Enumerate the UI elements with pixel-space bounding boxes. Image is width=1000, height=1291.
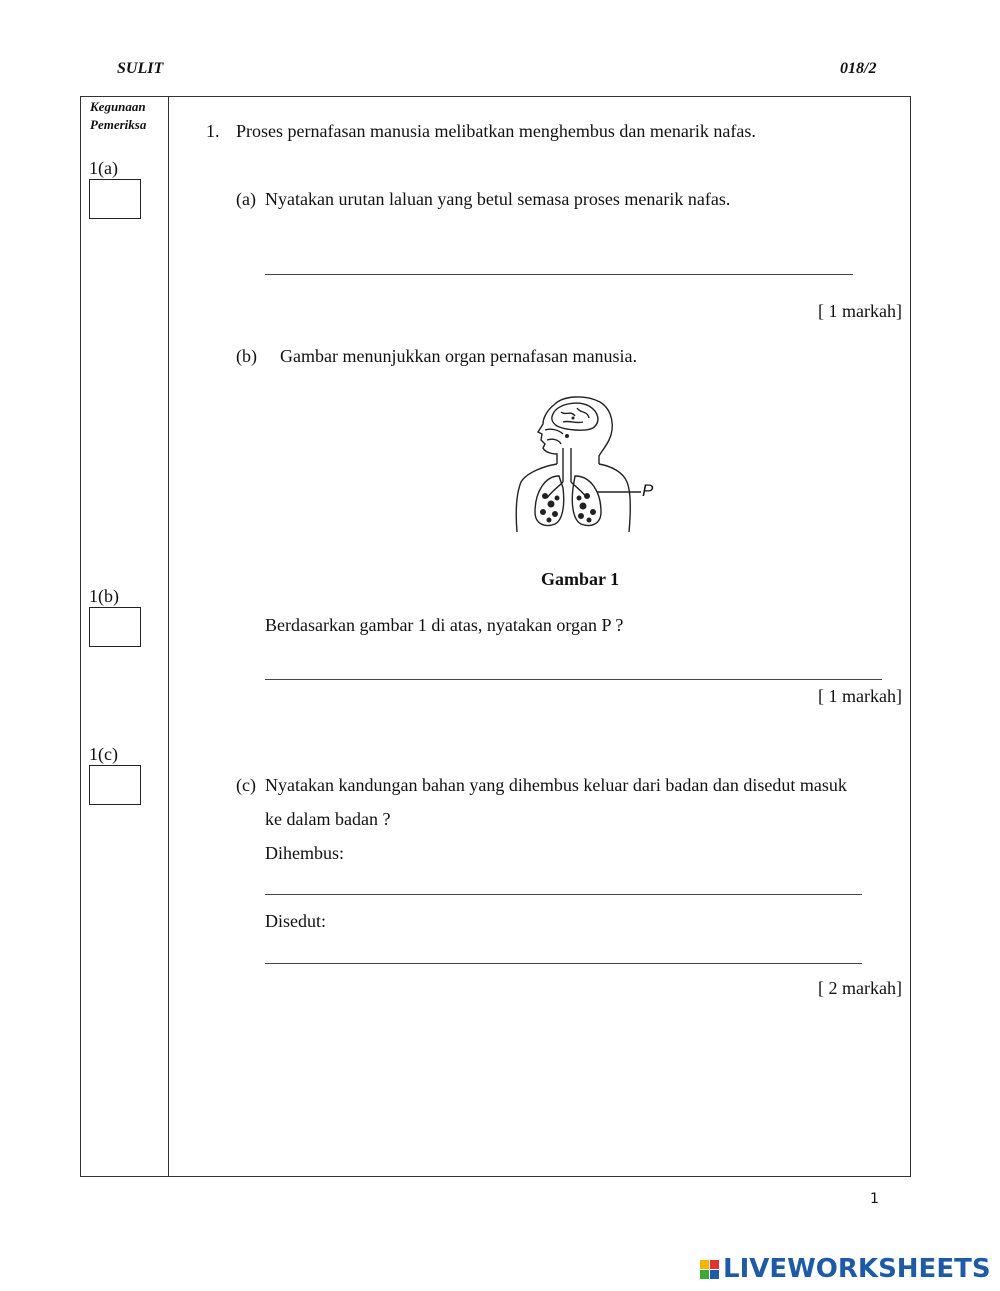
part-a-marks: [ 1 markah] — [818, 301, 902, 321]
liveworksheets-logo-text: LIVEWORKSHEETS — [723, 1254, 991, 1284]
score-label-1a: 1(a) — [89, 158, 118, 178]
score-box-1a[interactable] — [89, 179, 141, 219]
score-box-1c[interactable] — [89, 765, 141, 805]
part-c-text-line1: Nyatakan kandungan bahan yang dihembus keluar dari badan dan disedut masuk — [265, 775, 847, 795]
respiratory-system-figure — [505, 392, 665, 542]
answer-line-b[interactable] — [265, 679, 882, 680]
part-a-label: (a) — [236, 189, 256, 209]
answer-line-exhaled[interactable] — [265, 894, 862, 895]
examiner-column-divider — [168, 96, 169, 1177]
part-a-text: Nyatakan urutan laluan yang betul semasa proses menarik nafas. — [265, 189, 731, 209]
part-b-text: Gambar menunjukkan organ pernafasan manusia. — [280, 346, 638, 366]
question-number: 1. — [206, 121, 220, 141]
part-b-subquestion: Berdasarkan gambar 1 di atas, nyatakan organ P ? — [265, 615, 624, 635]
part-b-marks: [ 1 markah] — [818, 686, 902, 706]
exam-frame — [80, 96, 911, 1177]
score-label-1b: 1(b) — [89, 586, 119, 606]
part-c-text-line2: ke dalam badan ? — [265, 809, 391, 829]
answer-line-inhaled[interactable] — [265, 963, 862, 964]
part-b-label: (b) — [236, 346, 257, 366]
question-intro: Proses pernafasan manusia melibatkan menghembus dan menarik nafas. — [236, 121, 756, 141]
examiner-title-line2: Pemeriksa — [90, 117, 147, 132]
liveworksheets-logo[interactable] — [700, 1254, 991, 1284]
exhaled-label: Dihembus: — [265, 843, 344, 863]
score-label-1c: 1(c) — [89, 744, 118, 764]
header-left: SULIT — [117, 60, 164, 77]
inhaled-label: Disedut: — [265, 911, 326, 931]
figure-caption: Gambar 1 — [541, 569, 620, 589]
figure-pointer-label: P — [642, 481, 654, 500]
page-number: 1 — [870, 1191, 879, 1207]
part-c-marks: [ 2 markah] — [818, 978, 902, 998]
part-c-label: (c) — [236, 775, 256, 795]
answer-line-a[interactable] — [265, 274, 853, 275]
score-box-1b[interactable] — [89, 607, 141, 647]
examiner-column-title — [90, 98, 146, 134]
liveworksheets-logo-icon — [700, 1260, 719, 1279]
examiner-title-line1: Kegunaan — [90, 99, 146, 114]
header-right: 018/2 — [840, 60, 877, 77]
